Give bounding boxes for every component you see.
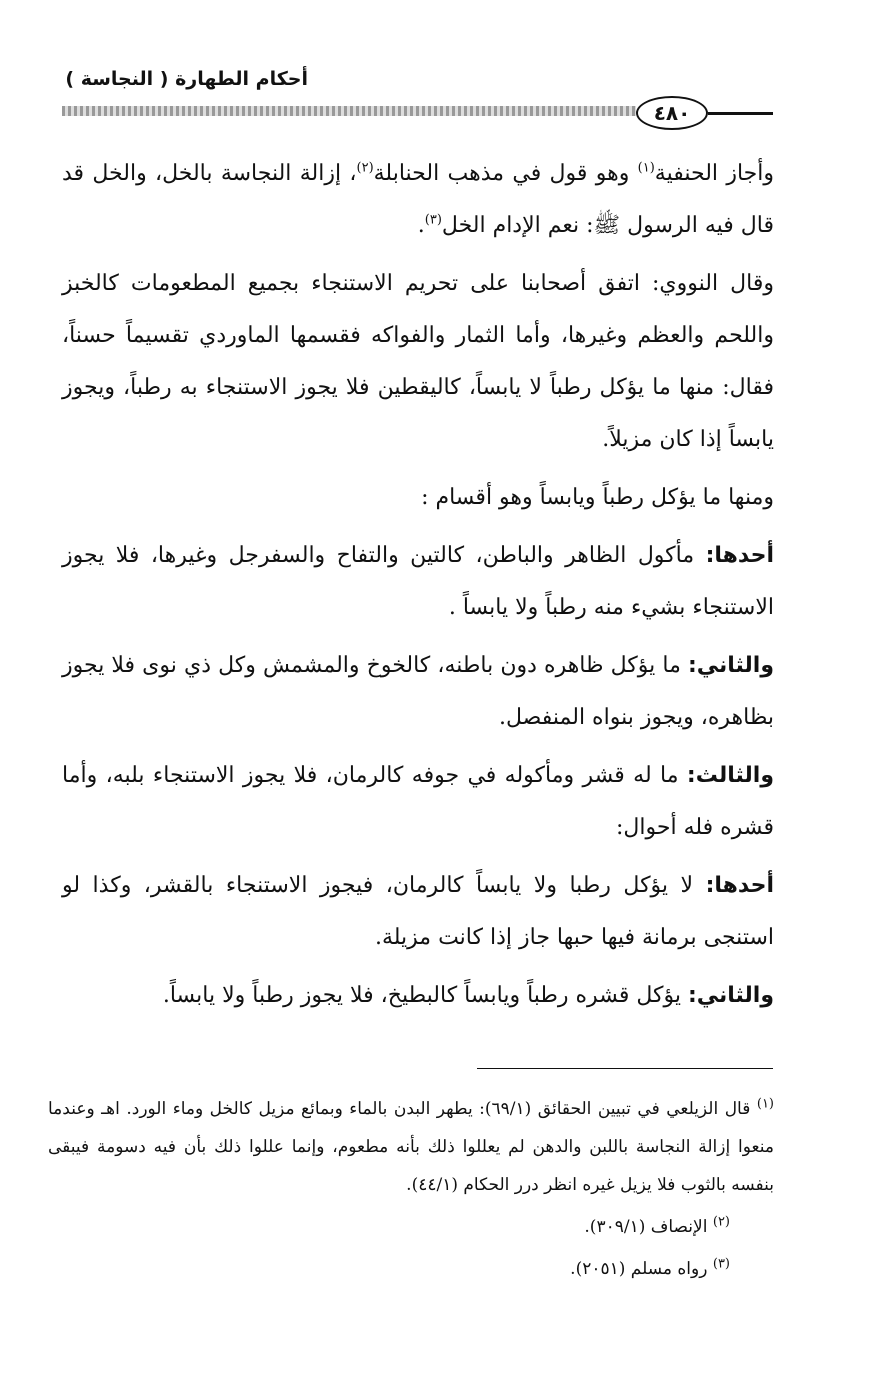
paragraph-8-text: يؤكل قشره رطباً ويابساً كالبطيخ، فلا يجوز رطباً ولا يابساً. <box>162 983 688 1008</box>
paragraph-4-label: أحدها: <box>705 543 774 568</box>
main-text <box>62 148 774 1028</box>
page-number: ٤٨٠ <box>636 96 708 130</box>
header-line <box>708 112 773 115</box>
footnote-2-text: الإنصاف (٣٠٩/١). <box>584 1217 713 1237</box>
footnote-3-mark: (٣) <box>712 1256 730 1272</box>
paragraph-5-label: والثاني: <box>687 653 774 678</box>
paragraph-7-label: أحدها: <box>705 873 774 898</box>
footnote-ref-2: (٢) <box>356 160 374 176</box>
paragraph-6 <box>62 750 774 854</box>
footnote-ref-1: (١) <box>637 160 655 176</box>
footnote-1 <box>48 1090 774 1204</box>
paragraph-4-text: مأكول الظاهر والباطن، كالتين والتفاح والسفرجل وغيرها، فلا يجوز الاستنجاء بشيء منه رطباً ولا يابساً . <box>62 543 774 620</box>
paragraph-5 <box>62 640 774 744</box>
footnote-1-text: قال الزيلعي في تبيين الحقائق (٦٩/١): يطهر البدن بالماء وبمائع مزيل كالخل وماء الورد. اهـ وعندما منعوا إزالة النجاسة باللبن والدهن لم يعللوا ذلك بأنه مطعوم، وإنما عللوا ذلك بأن فيه دسومة فيبقى بنفسه بالثوب فلا يزيل غيره انظر درر الحكام (٤٤/١). <box>48 1099 774 1195</box>
paragraph-5-text: ما يؤكل ظاهره دون باطنه، كالخوخ والمشمش وكل ذي نوى فلا يجوز بظاهره، ويجوز بنواه المنفصل. <box>62 653 774 730</box>
paragraph-6-text: ما له قشر ومأكوله في جوفه كالرمان، فلا يجوز الاستنجاء بلبه، وأما قشره فله أحوال: <box>62 763 774 840</box>
paragraph-7 <box>62 860 774 964</box>
header-decorative-rule <box>62 106 636 116</box>
footnote-ref-3: (٣) <box>424 212 442 228</box>
paragraph-2: وقال النووي: اتفق أصحابنا على تحريم الاستنجاء بجميع المطعومات كالخبز واللحم والعظم وغيرها، وأما الثمار والفواكه فقسمها الماوردي تقسيماً حسناً، فقال: منها ما يؤكل رطباً لا يابساً، كاليقطين فلا يجوز الاستنجاء به رطباً، ويجوز يابساً إذا كان مزيلاً. <box>62 271 774 452</box>
footnote-separator <box>477 1068 773 1069</box>
footnote-1-mark: (١) <box>756 1096 774 1112</box>
paragraph-1 <box>62 148 774 252</box>
paragraph-3: ومنها ما يؤكل رطباً ويابساً وهو أقسام : <box>421 485 774 510</box>
footnote-3-text: رواه مسلم (٢٠٥١). <box>570 1259 713 1279</box>
paragraph-1-text-a: وأجاز الحنفية <box>654 161 774 186</box>
footnote-2 <box>48 1208 774 1246</box>
paragraph-1-text-d: . <box>417 213 425 238</box>
paragraph-7-text: لا يؤكل رطبا ولا يابساً كالرمان، فيجوز الاستنجاء بالقشر، وكذا لو استنجى برمانة فيها حبها جاز إذا كانت مزيلة. <box>62 873 774 950</box>
footnote-2-mark: (٢) <box>712 1214 730 1230</box>
footnote-3 <box>48 1250 774 1288</box>
footnotes <box>48 1090 774 1292</box>
paragraph-8 <box>62 970 774 1022</box>
running-title: أحكام الطهارة ( النجاسة ) <box>65 68 308 90</box>
paragraph-8-label: والثاني: <box>687 983 774 1008</box>
paragraph-6-label: والثالث: <box>686 763 774 788</box>
paragraph-1-text-b: وهو قول في مذهب الحنابلة <box>373 161 638 186</box>
paragraph-4 <box>62 530 774 634</box>
paragraph-1-text-c: ، إزالة النجاسة بالخل، والخل قد قال فيه الرسول ﷺ: نعم الإدام الخل <box>62 161 774 238</box>
